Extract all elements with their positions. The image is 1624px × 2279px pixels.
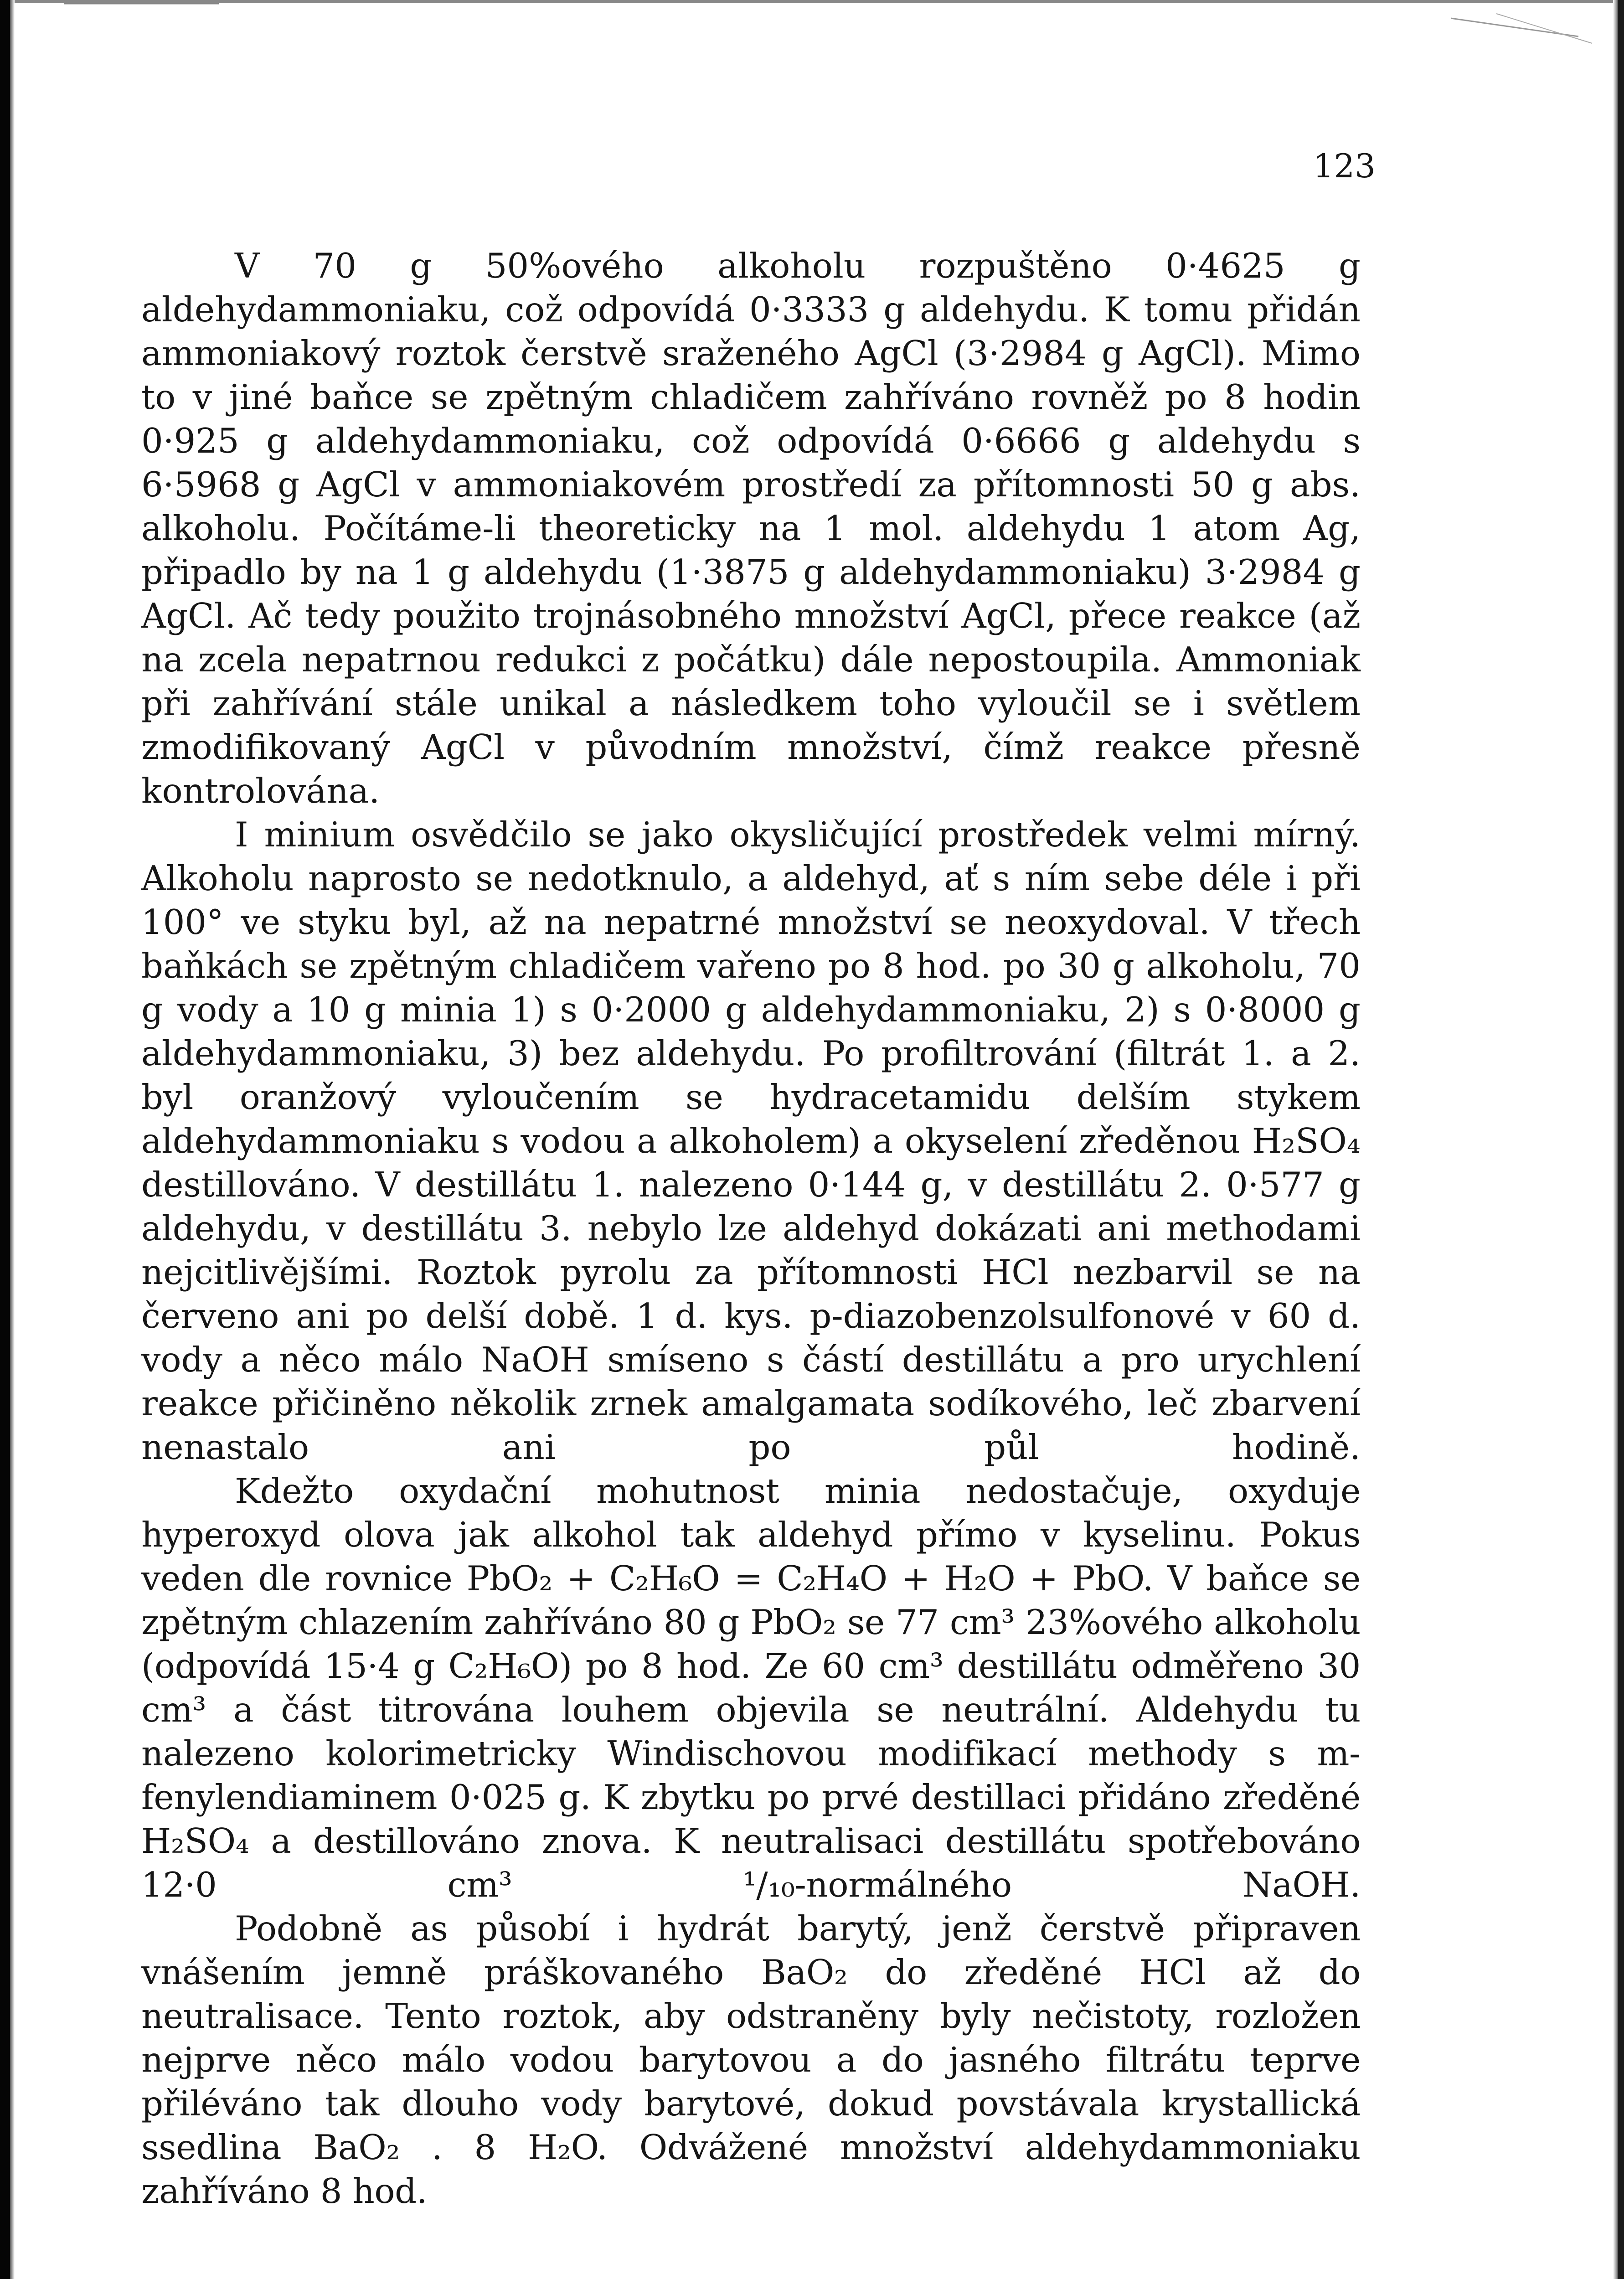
scan-edge-right-shadow xyxy=(1613,0,1618,2279)
paragraph-2: I minium osvědčilo se jako okysličující prostředek velmi mírný. Alkoholu naprosto se nedotknulo, a aldehyd, ať s ním sebe déle i při 100° ve styku byl, až na nepatrné množství se neoxydoval. V třech baňkách se zpětným chladičem vařeno po 8 hod. po 30 g alkoholu, 70 g vody a 10 g minia 1) s 0·2000 g aldehydammoniaku, 2) s 0·8000 g aldehydammoniaku, 3) bez aldehydu. Po profiltrování (filtrát 1. a 2. byl oranžový vyloučením se hydracetamidu delším stykem aldehydammoniaku s vodou a alkoholem) a okyselení zředěnou H₂SO₄ destillováno. V destillátu 1. nalezeno 0·144 g, v destillátu 2. 0·577 g aldehydu, v destillátu 3. nebylo lze aldehyd dokázati ani methodami nejcitlivějšími. Roztok pyrolu za přítomnosti HCl nezbarvil se na červeno ani po delší době. 1 d. kys. p-diazobenzolsulfonové v 60 d. vody a něco málo NaOH smíseno s částí destillátu a pro urychlení reakce přičiněno několik zrnek amalgamata sodíkového, leč zbarvení nenastalo ani po půl hodině. xyxy=(141,815,1361,1467)
scan-edge-top xyxy=(0,0,1624,3)
body-text xyxy=(141,244,1361,2213)
scan-edge-right xyxy=(1618,0,1624,2279)
scan-edge-left xyxy=(0,0,10,2279)
paragraph-3: Kdežto oxydační mohutnost minia nedostačuje, oxyduje hyperoxyd olova jak alkohol tak aldehyd přímo v kyselinu. Pokus veden dle rovnice PbO₂ + C₂H₆O = C₂H₄O + H₂O + PbO. V baňce se zpětným chlazením zahříváno 80 g PbO₂ se 77 cm³ 23%ového alkoholu (odpovídá 15·4 g C₂H₆O) po 8 hod. Ze 60 cm³ destillátu odměřeno 30 cm³ a část titrována louhem objevila se neutrální. Aldehydu tu nalezeno kolorimetricky Windischovou modifikací methody s m-fenylendiaminem 0·025 g. K zbytku po prvé destillaci přidáno zředěné H₂SO₄ a destillováno znova. K neutralisaci destillátu spotřebováno 12·0 cm³ ¹/₁₀-normálného NaOH. xyxy=(141,1471,1361,1905)
scan-artifact-top-left xyxy=(64,0,219,55)
scan-artifact-top-right xyxy=(1442,0,1597,55)
page-number: 123 xyxy=(1313,147,1376,185)
paragraph-1: V 70 g 50%ového alkoholu rozpuštěno 0·4625 g aldehydammoniaku, což odpovídá 0·3333 g aldehydu. K tomu přidán ammoniakový roztok čerstvě sraženého AgCl (3·2984 g AgCl). Mimo to v jiné baňce se zpětným chladičem zahříváno rovněž po 8 hodin 0·925 g aldehydammoniaku, což odpovídá 0·6666 g aldehydu s 6·5968 g AgCl v ammoniakovém prostředí za přítomnosti 50 g abs. alkoholu. Počítáme-li theoreticky na 1 mol. aldehydu 1 atom Ag, připadlo by na 1 g aldehydu (1·3875 g aldehydammoniaku) 3·2984 g AgCl. Ač tedy použito trojnásobného množství AgCl, přece reakce (až na zcela nepatrnou redukci z počátku) dále nepostoupila. Ammoniak při zahřívání stále unikal a následkem toho vyloučil se i světlem zmodifikovaný AgCl v původním množství, čímž reakce přesně kontrolována. xyxy=(141,246,1361,811)
scan-edge-left-shadow xyxy=(10,0,15,2279)
paragraph-4: Podobně as působí i hydrát barytý, jenž čerstvě připraven vnášením jemně práškovaného BaO₂ do zředěné HCl až do neutralisace. Tento roztok, aby odstraněny byly nečistoty, rozložen nejprve něco málo vodou barytovou a do jasného filtrátu teprve přiléváno tak dlouho vody barytové, dokud povstávala krystallická ssedlina BaO₂ . 8 H₂O. Odvážené množství aldehydammoniaku zahříváno 8 hod. xyxy=(141,1908,1361,2211)
